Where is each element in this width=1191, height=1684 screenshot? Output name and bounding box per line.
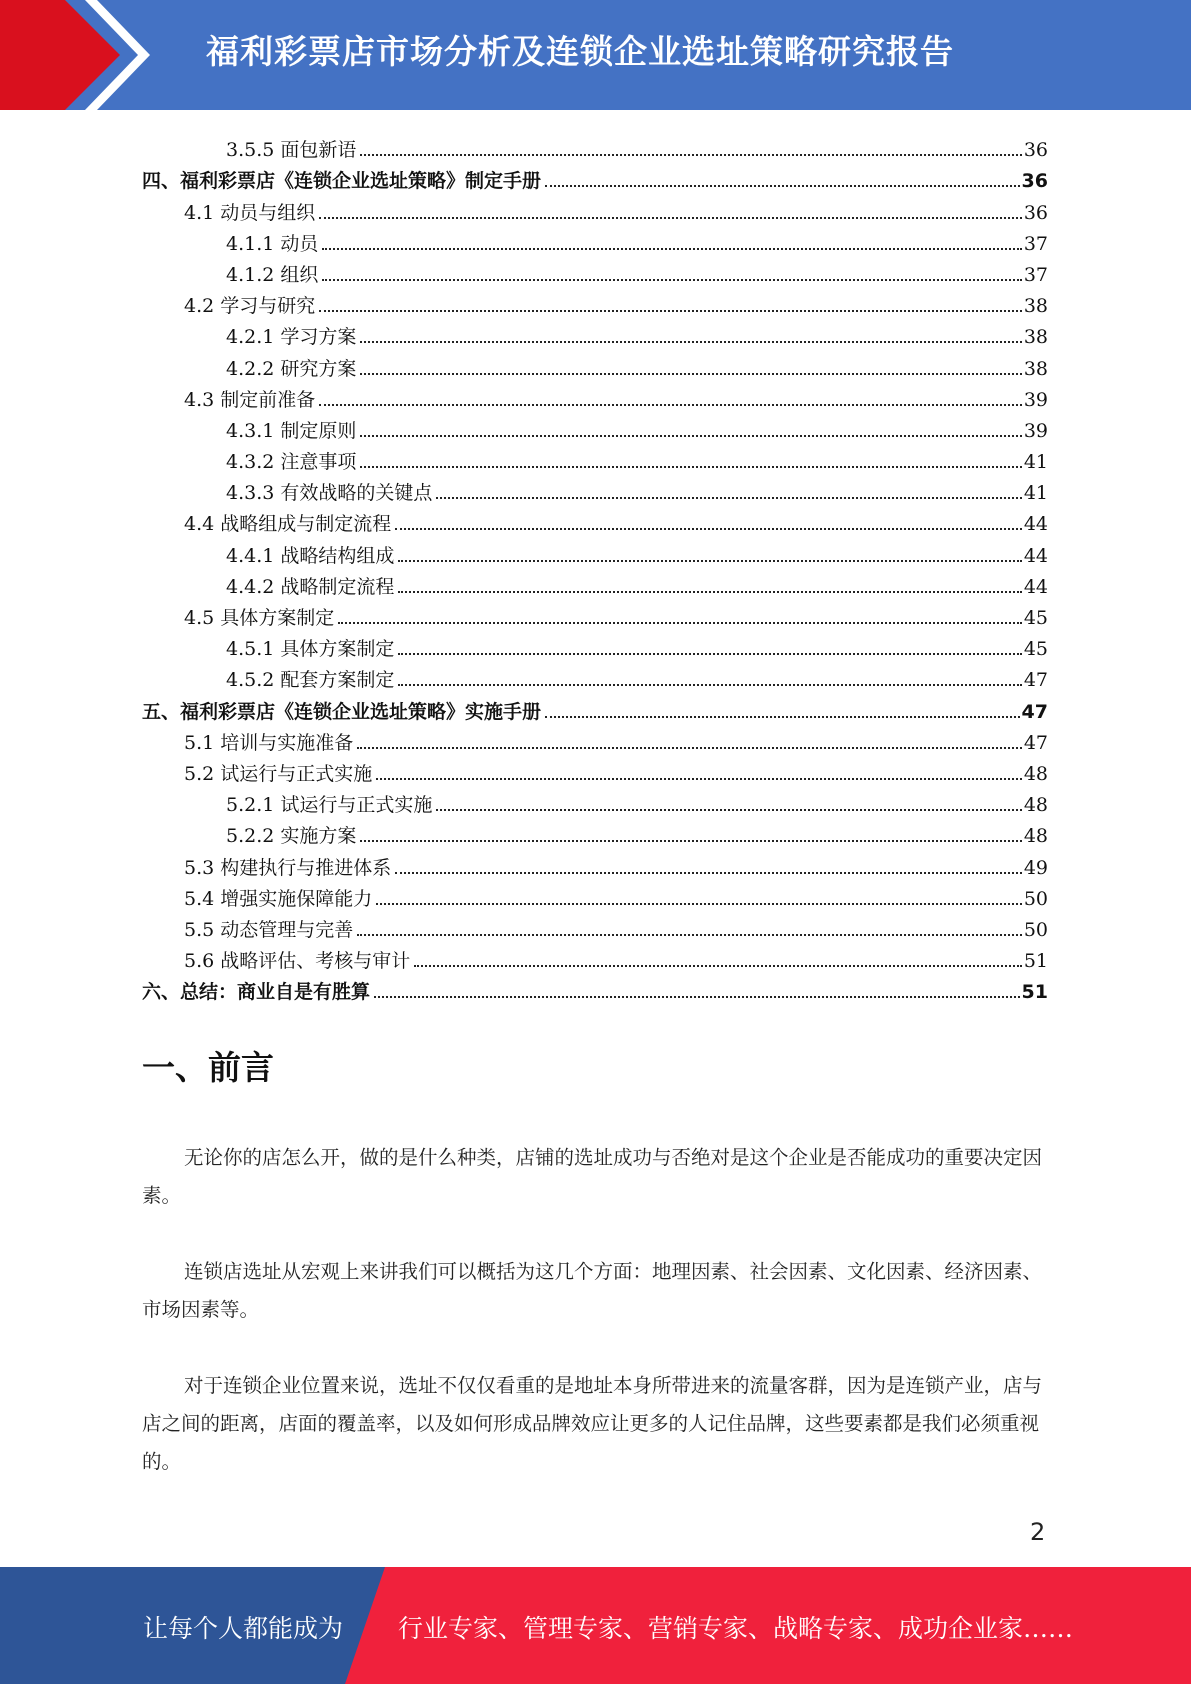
toc-entry-page: 39 bbox=[1023, 388, 1048, 411]
toc-entry-page: 47 bbox=[1023, 669, 1048, 692]
toc-entry[interactable] bbox=[142, 224, 1048, 255]
toc-entry[interactable] bbox=[142, 130, 1048, 161]
toc-entry[interactable] bbox=[142, 910, 1048, 941]
toc-leader-dots bbox=[322, 279, 1021, 281]
toc-entry-label: 4.5.1 具体方案制定 bbox=[226, 638, 395, 661]
toc-entry-label: 5.2 试运行与正式实施 bbox=[184, 762, 373, 785]
toc-entry[interactable] bbox=[142, 972, 1048, 1003]
toc-leader-dots bbox=[360, 435, 1021, 437]
toc-entry-label: 5.1 培训与实施准备 bbox=[184, 731, 354, 754]
toc-entry-label: 5.5 动态管理与完善 bbox=[184, 918, 354, 941]
toc-entry-label: 六、总结：商业自是有胜算 bbox=[142, 981, 371, 1004]
toc-entry-label: 4.3.1 制定原则 bbox=[226, 419, 357, 442]
paragraph-3: 对于连锁企业位置来说，选址不仅仅看重的是地址本身所带进来的流量客群，因为是连锁产业，店与店之间的距离，店面的覆盖率，以及如何形成品牌效应让更多的人记住品牌，这些要素都是我们必须重视的。 bbox=[142, 1374, 1043, 1473]
toc-entry-page: 47 bbox=[1023, 731, 1048, 754]
toc-entry[interactable] bbox=[142, 348, 1048, 379]
toc-leader-dots bbox=[398, 653, 1021, 655]
toc-entry-page: 39 bbox=[1023, 419, 1048, 442]
toc-leader-dots bbox=[376, 903, 1022, 905]
header-title: 福利彩票店市场分析及连锁企业选址策略研究报告 bbox=[206, 32, 954, 71]
toc-leader-dots bbox=[338, 622, 1022, 624]
footer-slogan-right: 行业专家、管理专家、营销专家、战略专家、成功企业家…… bbox=[398, 1614, 1074, 1643]
toc-leader-dots bbox=[398, 591, 1021, 593]
toc-leader-dots bbox=[319, 404, 1022, 406]
toc-leader-dots bbox=[357, 747, 1022, 749]
footer-slogan-left: 让每个人都能成为 bbox=[143, 1614, 344, 1643]
section-heading: 一、前言 bbox=[142, 1048, 274, 1087]
toc-entry-label: 4.4.2 战略制定流程 bbox=[226, 575, 395, 598]
toc-entry-page: 41 bbox=[1023, 482, 1048, 505]
toc-entry[interactable] bbox=[142, 754, 1048, 785]
toc-entry-label: 4.5 具体方案制定 bbox=[184, 607, 335, 629]
toc-leader-dots bbox=[319, 217, 1022, 219]
toc-leader-dots bbox=[360, 154, 1021, 156]
toc-entry[interactable] bbox=[142, 941, 1048, 972]
toc-entry-page: 36 bbox=[1021, 170, 1048, 193]
toc-entry-page: 47 bbox=[1021, 700, 1048, 723]
toc-entry-label: 5.6 战略评估、考核与审计 bbox=[184, 950, 411, 973]
toc-entry[interactable] bbox=[142, 816, 1048, 847]
toc-entry[interactable] bbox=[142, 442, 1048, 473]
toc-entry[interactable] bbox=[142, 879, 1048, 910]
toc-entry-label: 5.2.2 实施方案 bbox=[226, 825, 357, 848]
toc-entry-label: 4.3.2 注意事项 bbox=[226, 451, 357, 474]
toc-entry-page: 44 bbox=[1023, 575, 1048, 598]
toc-entry-label: 4.1.2 组织 bbox=[226, 263, 319, 286]
toc-entry-page: 38 bbox=[1023, 357, 1048, 380]
toc-entry-page: 36 bbox=[1023, 201, 1048, 224]
toc-entry-page: 36 bbox=[1023, 139, 1048, 162]
page-footer bbox=[0, 1567, 1191, 1684]
toc-entry-label: 4.5.2 配套方案制定 bbox=[226, 669, 395, 692]
toc-leader-dots bbox=[545, 716, 1020, 718]
toc-entry-label: 5.4 增强实施保障能力 bbox=[184, 887, 373, 910]
toc-leader-dots bbox=[436, 809, 1021, 811]
toc-entry-label: 5.2.1 试运行与正式实施 bbox=[226, 794, 433, 817]
toc-entry[interactable] bbox=[142, 286, 1048, 317]
toc-entry[interactable] bbox=[142, 723, 1048, 754]
toc-entry-page: 49 bbox=[1023, 856, 1048, 879]
page-header bbox=[0, 0, 1191, 110]
toc-entry-page: 51 bbox=[1023, 950, 1048, 973]
toc-leader-dots bbox=[414, 965, 1022, 967]
toc-leader-dots bbox=[398, 684, 1021, 686]
toc-entry-label: 5.3 构建执行与推进体系 bbox=[184, 856, 392, 879]
toc-entry-page: 37 bbox=[1023, 232, 1048, 255]
toc-leader-dots bbox=[360, 373, 1021, 375]
toc-leader-dots bbox=[322, 248, 1021, 250]
toc-entry[interactable] bbox=[142, 691, 1048, 722]
toc-entry-page: 44 bbox=[1023, 513, 1048, 536]
toc-entry[interactable] bbox=[142, 535, 1048, 566]
toc-entry-page: 48 bbox=[1023, 794, 1048, 817]
toc-entry-page: 50 bbox=[1023, 887, 1048, 910]
toc-entry[interactable] bbox=[142, 504, 1048, 535]
toc-entry[interactable] bbox=[142, 380, 1048, 411]
toc-entry-label: 3.5.5 面包新语 bbox=[226, 139, 357, 162]
toc-entry[interactable] bbox=[142, 660, 1048, 691]
toc-entry-page: 41 bbox=[1023, 451, 1048, 474]
toc-leader-dots bbox=[545, 185, 1020, 187]
toc-entry-label: 四、福利彩票店《连锁企业选址策略》制定手册 bbox=[142, 170, 542, 193]
toc-entry-page: 51 bbox=[1021, 981, 1048, 1004]
toc-entry-label: 4.1 动员与组织 bbox=[184, 201, 316, 224]
toc-leader-dots bbox=[376, 778, 1022, 780]
toc-leader-dots bbox=[360, 466, 1021, 468]
toc-entry[interactable] bbox=[142, 567, 1048, 598]
toc-entry[interactable] bbox=[142, 255, 1048, 286]
toc-entry-page: 50 bbox=[1023, 918, 1048, 941]
toc-entry[interactable] bbox=[142, 847, 1048, 878]
toc-entry-page: 44 bbox=[1023, 544, 1048, 567]
toc-entry-label: 4.2.1 学习方案 bbox=[226, 326, 357, 349]
toc-leader-dots bbox=[360, 341, 1021, 343]
toc-leader-dots bbox=[357, 934, 1022, 936]
toc-entry[interactable] bbox=[142, 411, 1048, 442]
toc-entry[interactable] bbox=[142, 161, 1048, 192]
toc-leader-dots bbox=[395, 872, 1022, 874]
toc-entry-page: 48 bbox=[1023, 825, 1048, 848]
toc-entry-label: 4.4.1 战略结构组成 bbox=[226, 544, 395, 567]
toc-entry-label: 五、福利彩票店《连锁企业选址策略》实施手册 bbox=[142, 700, 542, 723]
toc-entry-label: 4.3 制定前准备 bbox=[184, 388, 316, 411]
toc-entry[interactable] bbox=[142, 317, 1048, 348]
toc-leader-dots bbox=[398, 560, 1021, 562]
toc-entry-page: 48 bbox=[1023, 762, 1048, 785]
paragraph-1: 无论你的店怎么开，做的是什么种类，店铺的选址成功与否绝对是这个企业是否能成功的重要决定因素。 bbox=[142, 1146, 1043, 1207]
toc-entry[interactable] bbox=[142, 785, 1048, 816]
toc-entry[interactable] bbox=[142, 473, 1048, 504]
toc-leader-dots bbox=[319, 310, 1022, 312]
toc-entry-page: 38 bbox=[1023, 295, 1048, 318]
toc-entry-page: 37 bbox=[1023, 263, 1048, 286]
toc-entry-label: 4.2 学习与研究 bbox=[184, 295, 316, 318]
table-of-contents bbox=[142, 130, 1048, 1003]
toc-entry-label: 4.2.2 研究方案 bbox=[226, 357, 357, 380]
toc-entry[interactable] bbox=[142, 598, 1048, 629]
toc-entry-label: 4.1.1 动员 bbox=[226, 232, 319, 255]
toc-entry-page: 45 bbox=[1023, 607, 1048, 629]
toc-entry-label: 4.4 战略组成与制定流程 bbox=[184, 513, 392, 536]
toc-entry-label: 4.3.3 有效战略的关键点 bbox=[226, 482, 433, 505]
toc-entry[interactable] bbox=[142, 192, 1048, 223]
paragraph-2: 连锁店选址从宏观上来讲我们可以概括为这几个方面：地理因素、社会因素、文化因素、经济因素、市场因素等。 bbox=[142, 1260, 1043, 1321]
toc-entry[interactable] bbox=[142, 629, 1048, 660]
toc-entry-page: 38 bbox=[1023, 326, 1048, 349]
toc-leader-dots bbox=[374, 996, 1020, 998]
toc-leader-dots bbox=[395, 528, 1022, 530]
toc-entry-page: 45 bbox=[1023, 638, 1048, 661]
toc-leader-dots bbox=[436, 497, 1021, 499]
page-number: 2 bbox=[1030, 1518, 1046, 1546]
toc-leader-dots bbox=[360, 840, 1021, 842]
